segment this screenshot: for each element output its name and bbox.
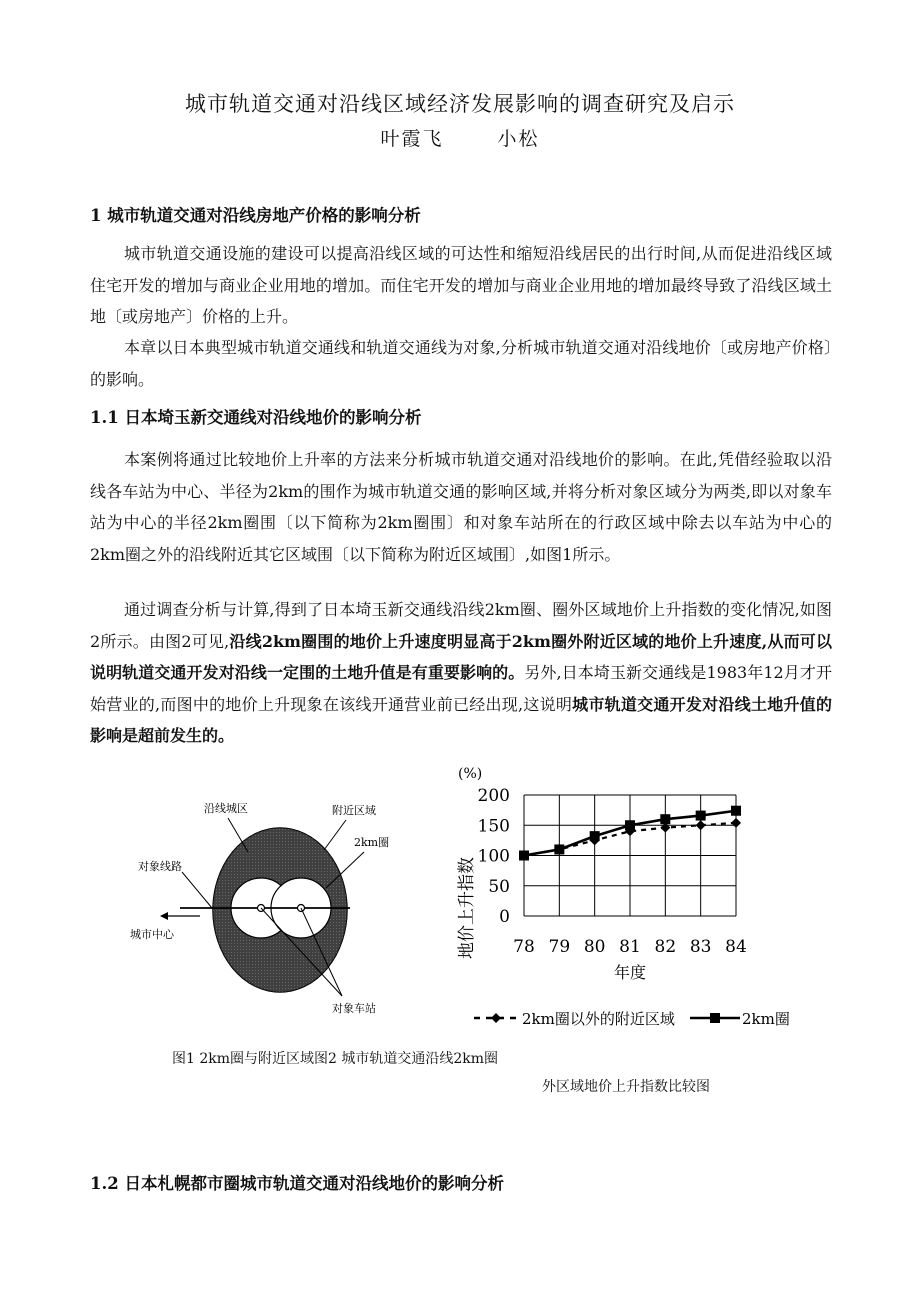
chart-y-label: 地价上升指数	[457, 857, 477, 959]
figure-caption-line-2: 外区域地价上升指数比较图	[542, 1079, 710, 1095]
chart-x-tick-label: 78	[513, 937, 535, 957]
chart-y-tick-label: 100	[477, 846, 510, 867]
leader-line	[182, 872, 212, 908]
leader-line	[324, 820, 346, 850]
chart-y-tick-label: 50	[488, 876, 510, 897]
chart-y-tick-label: 150	[477, 816, 510, 837]
chart-x-tick-label: 82	[654, 937, 677, 957]
chart-point-square	[731, 806, 741, 816]
chart-point-square	[660, 814, 670, 824]
section-1-2-heading: 1.2 日本札幌都市圈城市轨道交通对沿线地价的影响分析	[90, 1174, 504, 1193]
legend-marker-square	[710, 1013, 720, 1023]
chart-x-tick-label: 84	[725, 937, 747, 957]
chart-x-tick-label: 80	[583, 937, 606, 957]
label-nearby: 附近区域	[332, 804, 376, 817]
para-bold-text: 沿线2km圈围的地价上升速度明显高于2km圈外附近区域的地价上升速度,从而可以说明轨道交通开发对沿线一定围的土地升值是有重要影响的。	[90, 631, 833, 682]
section-1-heading: 1 城市轨道交通对沿线房地产价格的影响分析	[90, 206, 421, 225]
section-1-1-heading: 1.1 日本埼玉新交通线对沿线地价的影响分析	[90, 408, 422, 427]
label-along-line: 沿线城区	[204, 802, 248, 815]
section-1-paragraph-1: 城市轨道交通设施的建设可以提高沿线区域的可达性和缩短沿线居民的出行时间,从而促进沿线区域住宅开发的增加与商业企业用地的增加。而住宅开发的增加与商业企业用地的增加最终导致了沿线区域土地〔或房地产〕价格的上升。	[90, 244, 832, 326]
section-1-1-paragraph-2	[90, 594, 832, 752]
chart-y-unit: (%)	[458, 766, 483, 782]
author-1: 叶霞飞	[380, 128, 444, 150]
chart-point-diamond	[731, 818, 741, 828]
legend-label-nearby: 2km圈以外的附近区域	[522, 1010, 675, 1028]
chart-x-label: 年度	[613, 963, 647, 982]
figure-1-diagram	[120, 790, 420, 1030]
chart-point-square	[590, 831, 600, 841]
figure-2-chart	[440, 760, 800, 1040]
chart-point-square	[625, 820, 635, 830]
chart-y-tick-label: 200	[477, 786, 510, 806]
label-2km-ring: 2km圈	[354, 836, 390, 849]
author-2: 小松	[497, 128, 540, 150]
para-text: 另外,日本埼玉新交通线是1983年12月才开始营业的,而图中的地价上升现象在该线开通营业前已经出现,这说明	[90, 663, 832, 714]
chart-x-tick-label: 81	[619, 937, 641, 957]
section-1-paragraph-2: 本章以日本典型城市轨道交通线和轨道交通线为对象,分析城市轨道交通对沿线地价〔或房地产价格〕的影响。	[90, 338, 832, 389]
chart-y-tick-label: 0	[499, 907, 510, 927]
chart-legend	[474, 1010, 790, 1028]
document-title: 城市轨道交通对沿线区域经济发展影响的调查研究及启示	[185, 92, 735, 116]
legend-label-2km: 2km圈	[742, 1010, 790, 1028]
arrow-head-icon	[160, 912, 168, 920]
chart-x-tick-label: 79	[548, 937, 571, 957]
chart-point-square	[554, 844, 564, 854]
chart-point-diamond	[696, 820, 706, 830]
label-target-station: 对象车站	[332, 1002, 376, 1015]
chart-point-square	[696, 811, 706, 821]
chart-x-tick-label: 83	[689, 937, 712, 957]
para-bold-text: 城市轨道交通开发对沿线土地升值的影响是超前发生的。	[90, 694, 832, 745]
section-1-1-paragraph-1: 本案例将通过比较地价上升率的方法来分析城市轨道交通对沿线地价的影响。在此,凭借经验取以沿线各车站为中心、半径为2km的围作为城市轨道交通的影响区域,并将分析对象区域分为两类,即以对象车站为中心的半径2km圈围〔以下简称为2km圈围〕和对象车站所在的行政区域中除去以车站为中心的2km圈之外的沿线附近其它区域围〔以下简称为附近区域围〕,如图1所示。	[90, 450, 832, 564]
para-text: 通过调查分析与计算,得到了日本埼玉新交通线沿线2km圈、圈外区域地价上升指数的变化情况,如图2所示。由图2可见,	[90, 600, 832, 651]
legend-marker-diamond	[491, 1013, 501, 1023]
figure-caption-line-1: 图1 2km圈与附近区域图2 城市轨道交通沿线2km圈	[172, 1051, 499, 1067]
chart-point-square	[519, 851, 529, 861]
label-target-route: 对象线路	[138, 860, 182, 873]
authors	[0, 124, 920, 151]
label-city-center: 城市中心	[130, 928, 174, 941]
